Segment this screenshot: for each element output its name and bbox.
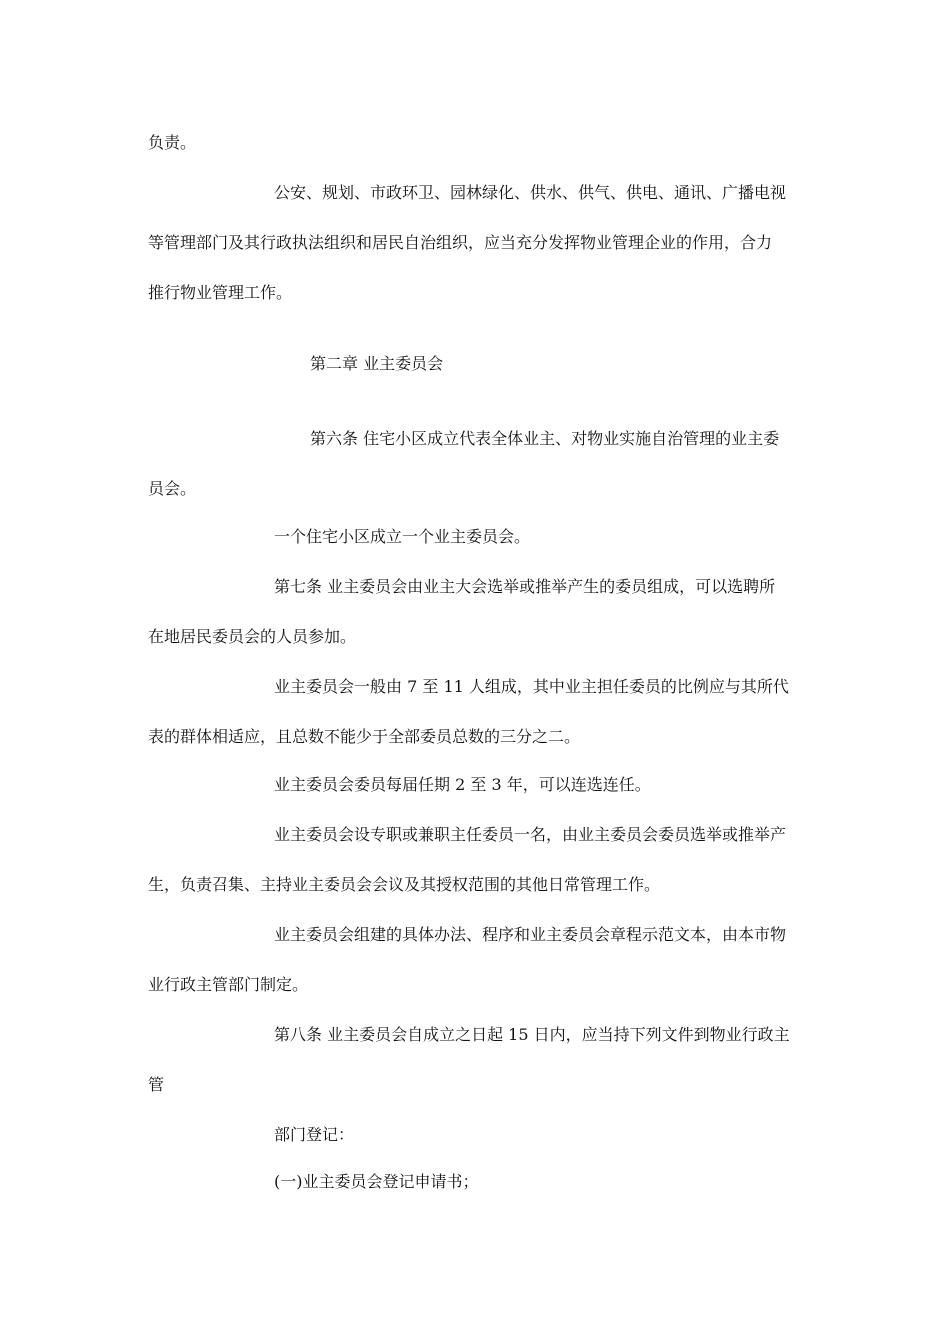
text-line: (一)业主委员会登记申请书； <box>274 1172 479 1191</box>
text-line: 在地居民委员会的人员参加。 <box>148 627 357 646</box>
text-line: 管 <box>148 1075 165 1094</box>
text-line: 业主委员会一般由 7 至 11 人组成，其中业主担任委员的比例应与其所代 <box>274 677 789 696</box>
text-line: 等管理部门及其行政执法组织和居民自治组织，应当充分发挥物业管理企业的作用，合力 <box>148 233 773 252</box>
text-line: 生，负责召集、主持业主委员会会议及其授权范围的其他日常管理工作。 <box>148 875 661 894</box>
text-line: 表的群体相适应，且总数不能少于全部委员总数的三分之二。 <box>148 727 581 746</box>
text-line: 员会。 <box>148 479 197 498</box>
text-line: 第七条 业主委员会由业主大会选举或推举产生的委员组成，可以选聘所 <box>274 577 776 596</box>
text-line: 部门登记： <box>274 1125 355 1144</box>
text-line: 业主委员会委员每届任期 2 至 3 年，可以连选连任。 <box>274 775 651 794</box>
text-line: 业主委员会设专职或兼职主任委员一名，由业主委员会委员选举或推举产 <box>274 825 787 844</box>
text-line: 第八条 业主委员会自成立之日起 15 日内，应当持下列文件到物业行政主 <box>274 1025 790 1044</box>
text-line: 业主委员会组建的具体办法、程序和业主委员会章程示范文本，由本市物 <box>274 925 787 944</box>
text-line: 公安、规划、市政环卫、园林绿化、供水、供气、供电、通讯、广播电视 <box>274 183 787 202</box>
text-line: 负责。 <box>148 133 197 152</box>
chapter-heading: 第二章 业主委员会 <box>310 354 444 373</box>
text-line: 业行政主管部门制定。 <box>148 975 309 994</box>
text-line: 第六条 住宅小区成立代表全体业主、对物业实施自治管理的业主委 <box>310 429 780 448</box>
text-line: 推行物业管理工作。 <box>148 283 293 302</box>
text-line: 一个住宅小区成立一个业主委员会。 <box>274 527 531 546</box>
